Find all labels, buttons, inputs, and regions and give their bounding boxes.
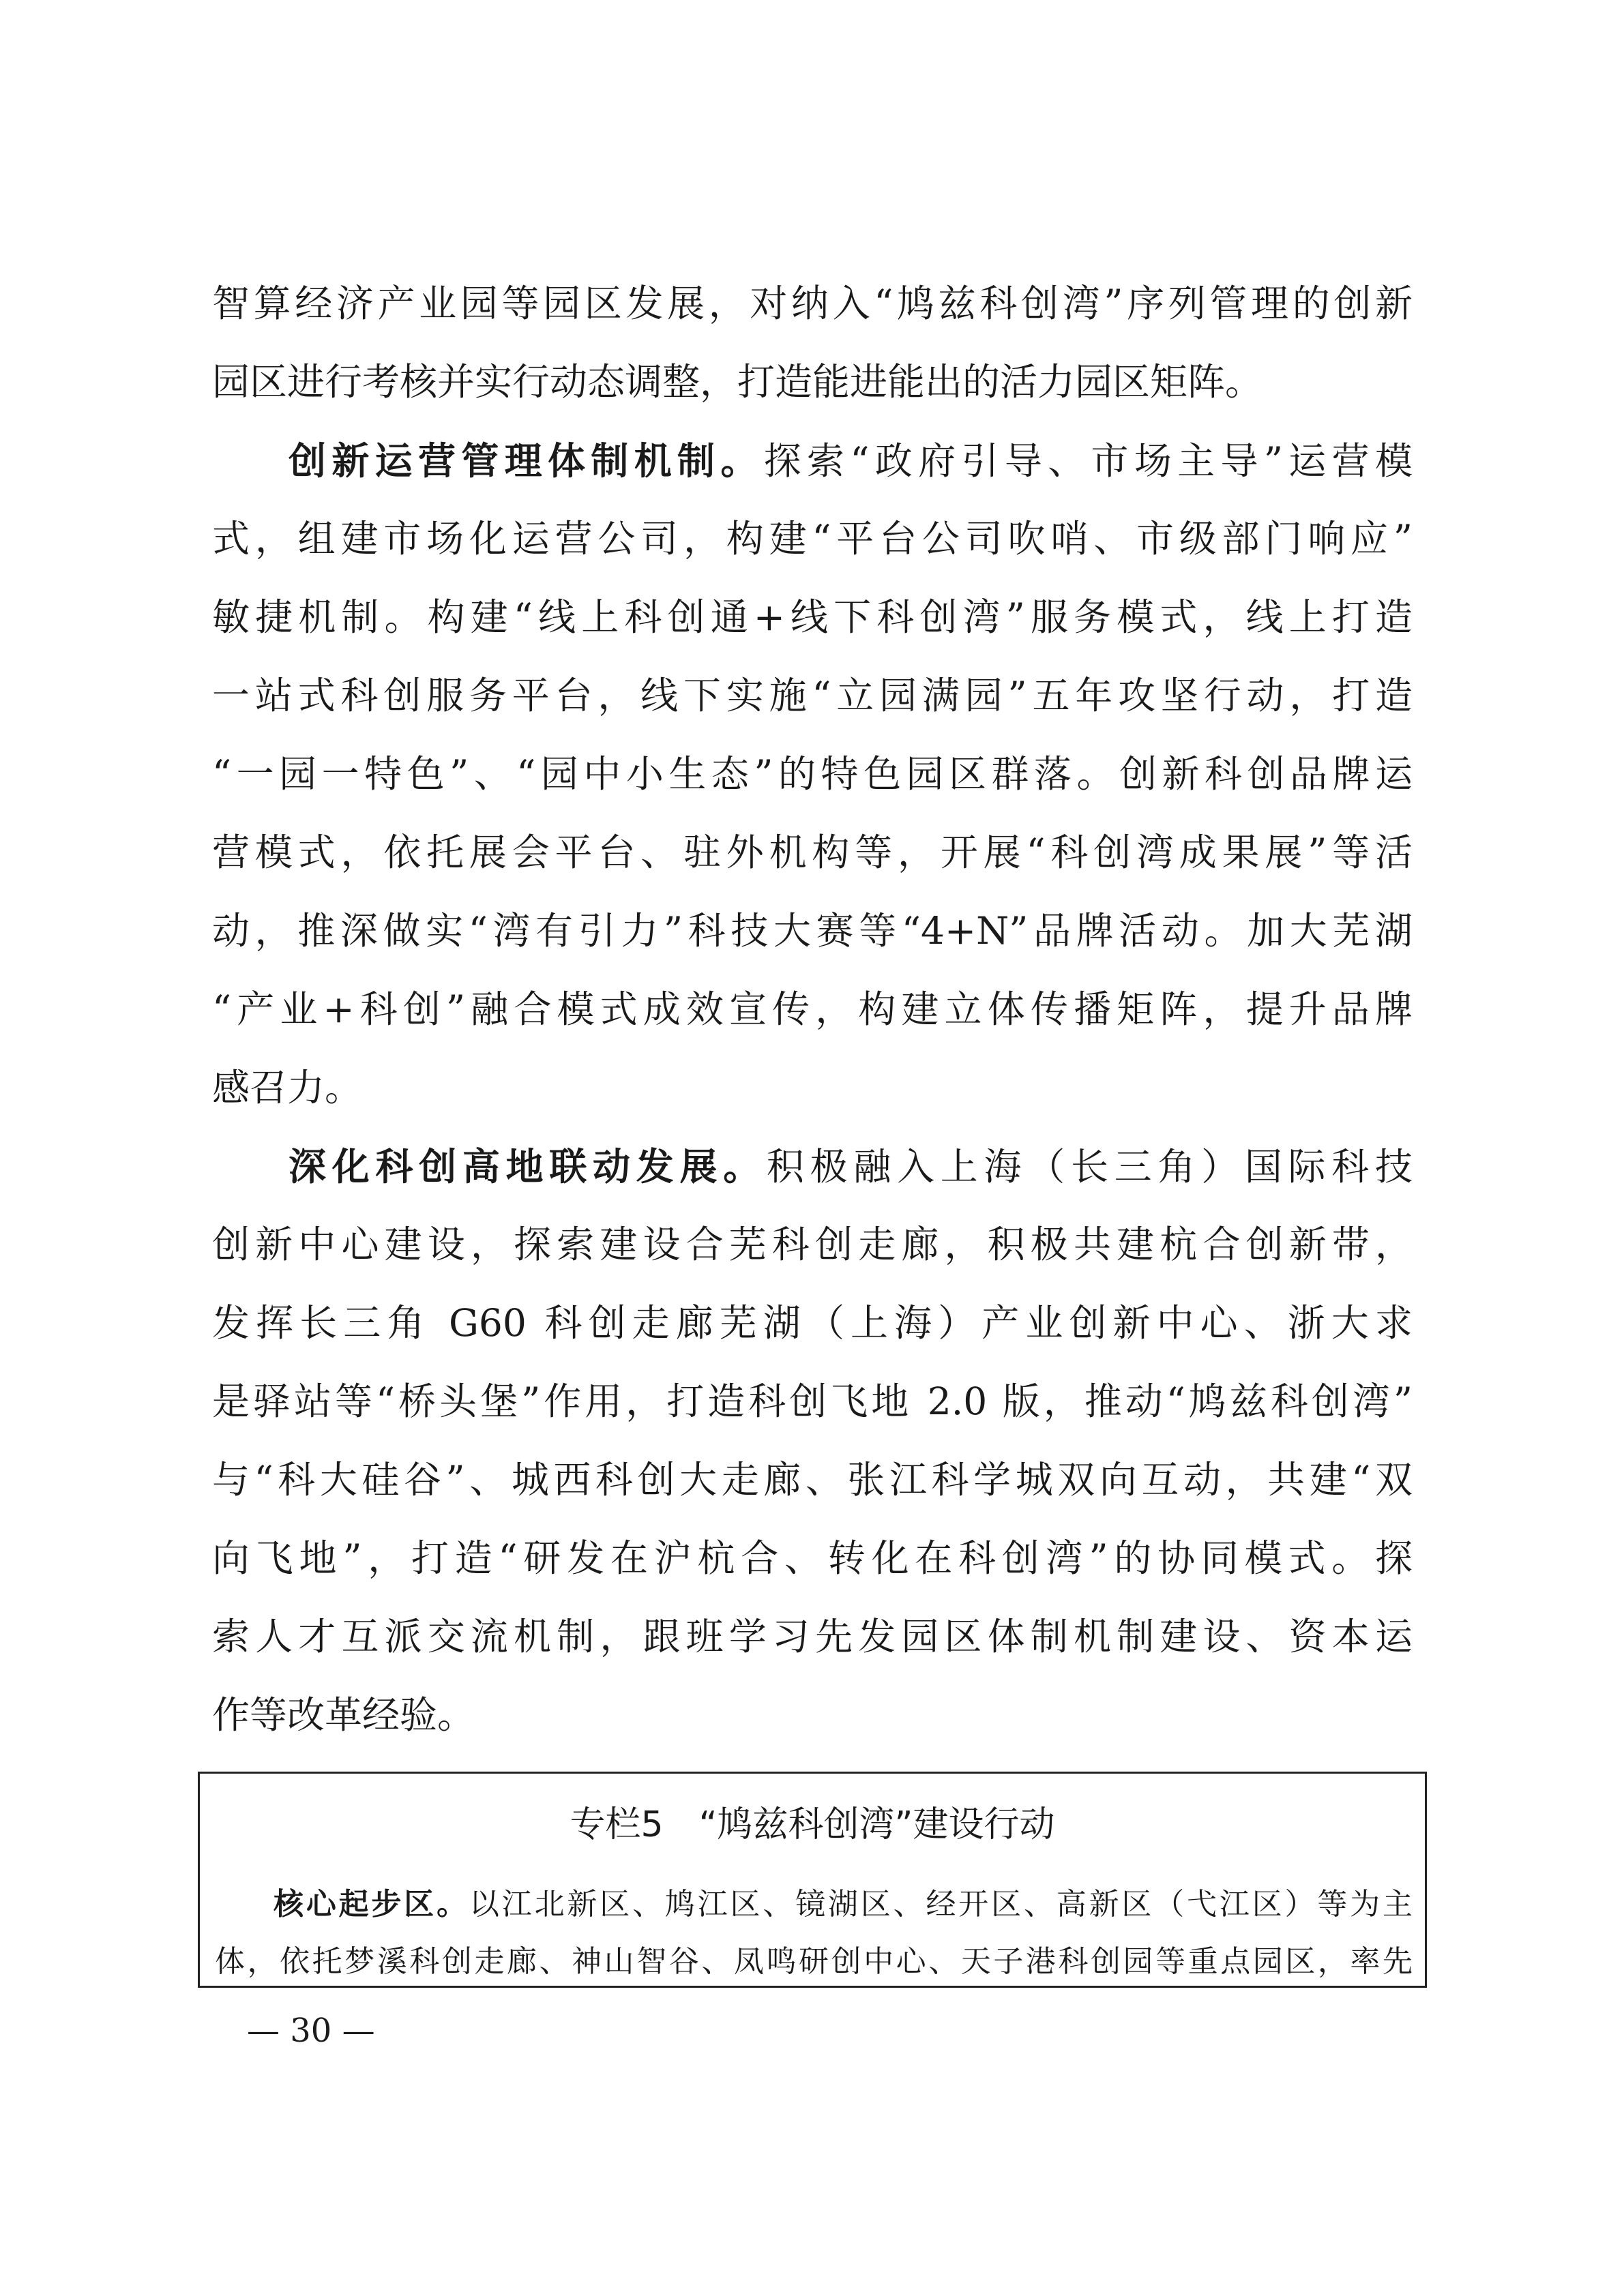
paragraph-3-line-8: 作等改革经验。 bbox=[212, 1693, 475, 1737]
paragraph-3-line-6: 向飞地”，打造“研发在沪杭合、转化在科创湾”的协同模式。探 bbox=[212, 1536, 1413, 1580]
paragraph-3-first-line-text: 积极融入上海（长三角）国际科技 bbox=[766, 1145, 1413, 1189]
paragraph-2-line-2: 式，组建市场化运营公司，构建“平台公司吹哨、市级部门响应” bbox=[212, 517, 1413, 561]
page-number: — 30 — bbox=[247, 2012, 375, 2050]
column-box-title: 专栏5 “鸠兹科创湾”建设行动 bbox=[570, 1804, 1055, 1845]
paragraph-3-line-3: 发挥长三角 G60 科创走廊芜湖（上海）产业创新中心、浙大求 bbox=[212, 1301, 1413, 1345]
column-box-first-line-text: 以江北新区、鸠江区、镜湖区、经开区、高新区（弋江区）等为主 bbox=[469, 1887, 1413, 1922]
paragraph-3-heading: 深化科创高地联动发展。 bbox=[289, 1144, 767, 1189]
paragraph-2-line-6: 营模式，依托展会平台、驻外机构等，开展“科创湾成果展”等活 bbox=[212, 831, 1413, 874]
column-box-body bbox=[215, 1876, 1413, 1991]
paragraph-3-line-4: 是驿站等“桥头堡”作用，打造科创飞地 2.0 版，推动“鸠兹科创湾” bbox=[212, 1380, 1413, 1423]
paragraph-2-line-8: “产业+科创”融合模式成效宣传，构建立体传播矩阵，提升品牌 bbox=[212, 987, 1413, 1031]
paragraph-2-first-line-text: 探索“政府引导、市场主导”运营模 bbox=[763, 439, 1413, 483]
column-box-line-1 bbox=[215, 1876, 1413, 1933]
paragraph-2-line-7: 动，推深做实“湾有引力”科技大赛等“4+N”品牌活动。加大芜湖 bbox=[212, 909, 1413, 953]
body-text bbox=[212, 265, 1413, 1755]
paragraph-2-line-5: “一园一特色”、“园中小生态”的特色园区群落。创新科创品牌运 bbox=[212, 752, 1413, 796]
column-box-line-2: 体，依托梦溪科创走廊、神山智谷、凤鸣研创中心、天子港科创园等重点园区，率先 bbox=[215, 1944, 1413, 1979]
paragraph-2-line-1 bbox=[212, 421, 1413, 500]
column-box-heading: 核心起步区。 bbox=[274, 1887, 469, 1922]
paragraph-1-line-2: 园区进行考核并实行动态调整，打造能进能出的活力园区矩阵。 bbox=[212, 360, 1263, 404]
paragraph-2-line-4: 一站式科创服务平台，线下实施“立园满园”五年攻坚行动，打造 bbox=[212, 674, 1413, 717]
paragraph-2-line-3: 敏捷机制。构建“线上科创通+线下科创湾”服务模式，线上打造 bbox=[212, 595, 1413, 639]
column-box bbox=[198, 1772, 1427, 1988]
paragraph-1-line-1: 智算经济产业园等园区发展，对纳入“鸠兹科创湾”序列管理的创新 bbox=[212, 282, 1413, 325]
paragraph-2-heading: 创新运营管理体制机制。 bbox=[289, 438, 764, 483]
paragraph-3-line-7: 索人才互派交流机制，跟班学习先发园区体制机制建设、资本运 bbox=[212, 1615, 1413, 1658]
paragraph-2-line-9: 感召力。 bbox=[212, 1066, 363, 1109]
paragraph-3-line-2: 创新中心建设，探索建设合芜科创走廊，积极共建杭合创新带， bbox=[212, 1223, 1413, 1266]
paragraph-3-line-5: 与“科大硅谷”、城西科创大走廊、张江科学城双向互动，共建“双 bbox=[212, 1458, 1413, 1502]
paragraph-3-line-1 bbox=[212, 1127, 1413, 1206]
